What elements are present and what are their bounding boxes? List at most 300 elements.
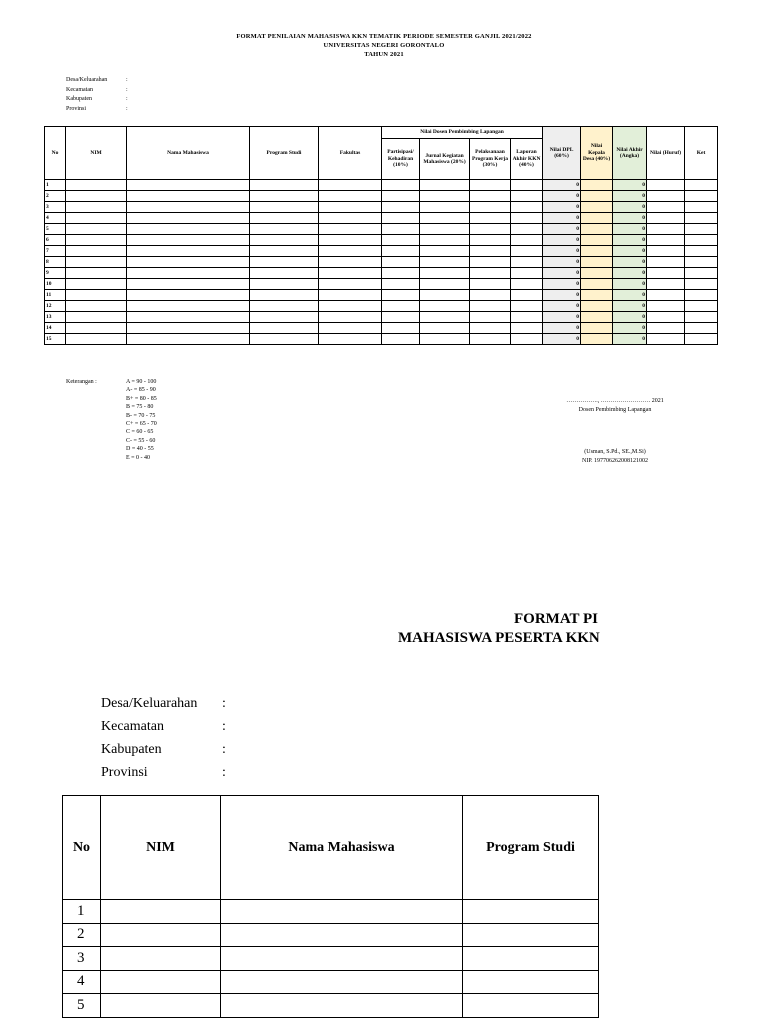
nim-cell[interactable] bbox=[66, 334, 127, 345]
table-row bbox=[45, 301, 718, 312]
location-colon: : bbox=[126, 96, 128, 102]
laporan-cell[interactable] bbox=[511, 235, 543, 246]
pelaksanaan-cell[interactable] bbox=[470, 312, 511, 323]
partisipasi-cell[interactable] bbox=[382, 235, 420, 246]
grade-legend-item: C = 60 - 65 bbox=[126, 429, 154, 436]
zoomed-table-row bbox=[63, 947, 599, 971]
location-block bbox=[66, 76, 128, 114]
grade-legend-item: B- = 70 - 75 bbox=[126, 412, 156, 419]
pelaksanaan-cell[interactable] bbox=[470, 202, 511, 213]
nilai-akhir-cell: 0 bbox=[613, 334, 647, 345]
table-row bbox=[45, 334, 718, 345]
zoomed-nim-cell[interactable] bbox=[101, 900, 221, 924]
grade-legend-item: B = 75 - 80 bbox=[126, 404, 154, 411]
nilai-kades-cell[interactable] bbox=[581, 279, 613, 290]
document-header bbox=[0, 32, 768, 59]
partisipasi-cell[interactable] bbox=[382, 202, 420, 213]
nilai-kades-cell[interactable] bbox=[581, 323, 613, 334]
fakultas-cell[interactable] bbox=[319, 202, 382, 213]
nim-cell[interactable] bbox=[66, 191, 127, 202]
nilai-akhir-cell: 0 bbox=[613, 235, 647, 246]
nilai-dpl-cell: 0 bbox=[543, 224, 581, 235]
zoomed-row-no-cell: 5 bbox=[63, 994, 101, 1018]
nilai-kades-cell[interactable] bbox=[581, 213, 613, 224]
zoomed-location-colon: : bbox=[222, 719, 226, 734]
partisipasi-cell[interactable] bbox=[382, 301, 420, 312]
prodi-cell[interactable] bbox=[250, 213, 319, 224]
ket-cell[interactable] bbox=[685, 235, 718, 246]
nilai-kades-cell[interactable] bbox=[581, 312, 613, 323]
jurnal-cell[interactable] bbox=[420, 334, 470, 345]
zoomed-grading-table bbox=[62, 795, 599, 1018]
fakultas-cell[interactable] bbox=[319, 279, 382, 290]
zoomed-title-line1: FORMAT PI bbox=[514, 611, 599, 627]
zoomed-prodi-cell[interactable] bbox=[463, 923, 599, 947]
pelaksanaan-cell[interactable] bbox=[470, 334, 511, 345]
nilai-dpl-cell: 0 bbox=[543, 301, 581, 312]
location-colon: : bbox=[126, 86, 128, 93]
nilai-dpl-cell: 0 bbox=[543, 334, 581, 345]
zoomed-nim-cell[interactable] bbox=[101, 994, 221, 1018]
prodi-cell[interactable] bbox=[250, 257, 319, 268]
table-row bbox=[45, 323, 718, 334]
nama-cell[interactable] bbox=[127, 290, 250, 301]
prodi-cell[interactable] bbox=[250, 235, 319, 246]
nilai-akhir-cell: 0 bbox=[613, 202, 647, 213]
partisipasi-cell[interactable] bbox=[382, 334, 420, 345]
zoomed-nim-cell[interactable] bbox=[101, 947, 221, 971]
partisipasi-cell[interactable] bbox=[382, 180, 420, 191]
col-header-ket: Ket bbox=[685, 127, 718, 180]
zoomed-table-row bbox=[63, 970, 599, 994]
zoomed-location-colon: : bbox=[222, 765, 226, 780]
laporan-cell[interactable] bbox=[511, 301, 543, 312]
zoomed-col-header-no: No bbox=[63, 796, 101, 900]
nilai-kades-cell[interactable] bbox=[581, 290, 613, 301]
nim-cell[interactable] bbox=[66, 224, 127, 235]
location-label: Provinsi bbox=[66, 105, 87, 112]
nilai-huruf-cell[interactable] bbox=[647, 334, 685, 345]
row-no-cell: 8 bbox=[45, 257, 66, 268]
grade-legend-item: B+ = 80 - 85 bbox=[126, 395, 157, 402]
grade-legend-list bbox=[126, 378, 206, 462]
col-header-nim: NIM bbox=[66, 127, 127, 180]
table-row bbox=[45, 312, 718, 323]
nilai-huruf-cell[interactable] bbox=[647, 279, 685, 290]
nilai-akhir-cell: 0 bbox=[613, 180, 647, 191]
partisipasi-cell[interactable] bbox=[382, 191, 420, 202]
laporan-cell[interactable] bbox=[511, 202, 543, 213]
row-no-cell: 1 bbox=[45, 180, 66, 191]
zoomed-nama-cell[interactable] bbox=[221, 947, 463, 971]
nim-cell[interactable] bbox=[66, 257, 127, 268]
nim-cell[interactable] bbox=[66, 301, 127, 312]
fakultas-cell[interactable] bbox=[319, 334, 382, 345]
row-no-cell: 12 bbox=[45, 301, 66, 312]
fakultas-cell[interactable] bbox=[319, 301, 382, 312]
pelaksanaan-cell[interactable] bbox=[470, 257, 511, 268]
fakultas-cell[interactable] bbox=[319, 246, 382, 257]
ket-cell[interactable] bbox=[685, 334, 718, 345]
partisipasi-cell[interactable] bbox=[382, 246, 420, 257]
fakultas-cell[interactable] bbox=[319, 290, 382, 301]
nilai-kades-cell[interactable] bbox=[581, 268, 613, 279]
grade-legend-item: C+ = 65 - 70 bbox=[126, 421, 157, 428]
zoomed-nim-cell[interactable] bbox=[101, 970, 221, 994]
nilai-huruf-cell[interactable] bbox=[647, 213, 685, 224]
nim-cell[interactable] bbox=[66, 213, 127, 224]
col-header-no: No bbox=[45, 127, 66, 180]
nilai-kades-cell[interactable] bbox=[581, 180, 613, 191]
nilai-huruf-cell[interactable] bbox=[647, 268, 685, 279]
nilai-dpl-cell: 0 bbox=[543, 323, 581, 334]
jurnal-cell[interactable] bbox=[420, 235, 470, 246]
nama-cell[interactable] bbox=[127, 279, 250, 290]
ket-cell[interactable] bbox=[685, 191, 718, 202]
ket-cell[interactable] bbox=[685, 257, 718, 268]
nilai-dpl-cell: 0 bbox=[543, 268, 581, 279]
zoomed-prodi-cell[interactable] bbox=[463, 970, 599, 994]
nilai-kades-cell[interactable] bbox=[581, 334, 613, 345]
nim-cell[interactable] bbox=[66, 180, 127, 191]
nilai-kades-cell[interactable] bbox=[581, 202, 613, 213]
pelaksanaan-cell[interactable] bbox=[470, 290, 511, 301]
laporan-cell[interactable] bbox=[511, 257, 543, 268]
nama-cell[interactable] bbox=[127, 312, 250, 323]
prodi-cell[interactable] bbox=[250, 290, 319, 301]
col-header-nilai-akhir: Nilai Akhir (Angka) bbox=[613, 127, 647, 180]
row-no-cell: 14 bbox=[45, 323, 66, 334]
laporan-cell[interactable] bbox=[511, 323, 543, 334]
table-row bbox=[45, 180, 718, 191]
table-row bbox=[45, 235, 718, 246]
nilai-huruf-cell[interactable] bbox=[647, 224, 685, 235]
zoomed-location-label: Kecamatan bbox=[101, 719, 164, 734]
prodi-cell[interactable] bbox=[250, 268, 319, 279]
ket-cell[interactable] bbox=[685, 202, 718, 213]
location-colon: : bbox=[126, 77, 128, 83]
col-header-fakultas: Fakultas bbox=[319, 127, 382, 180]
nilai-huruf-cell[interactable] bbox=[647, 290, 685, 301]
prodi-cell[interactable] bbox=[250, 279, 319, 290]
nilai-kades-cell[interactable] bbox=[581, 191, 613, 202]
nilai-huruf-cell[interactable] bbox=[647, 257, 685, 268]
jurnal-cell[interactable] bbox=[420, 301, 470, 312]
nilai-akhir-cell: 0 bbox=[613, 257, 647, 268]
nim-cell[interactable] bbox=[66, 235, 127, 246]
zoomed-nim-cell[interactable] bbox=[101, 923, 221, 947]
nilai-dpl-cell: 0 bbox=[543, 213, 581, 224]
zoomed-location-row bbox=[101, 692, 226, 715]
nama-cell[interactable] bbox=[127, 202, 250, 213]
pelaksanaan-cell[interactable] bbox=[470, 213, 511, 224]
table-row bbox=[45, 279, 718, 290]
nilai-dpl-cell: 0 bbox=[543, 235, 581, 246]
zoomed-col-header-nim: NIM bbox=[101, 796, 221, 900]
location-colon: : bbox=[126, 105, 128, 112]
pelaksanaan-cell[interactable] bbox=[470, 279, 511, 290]
nama-cell[interactable] bbox=[127, 235, 250, 246]
grading-table bbox=[44, 126, 718, 345]
nim-cell[interactable] bbox=[66, 323, 127, 334]
nama-cell[interactable] bbox=[127, 191, 250, 202]
zoomed-location-colon: : bbox=[222, 696, 226, 711]
grade-legend-item: A = 90 - 100 bbox=[126, 379, 157, 385]
nilai-dpl-cell: 0 bbox=[543, 202, 581, 213]
fakultas-cell[interactable] bbox=[319, 323, 382, 334]
pelaksanaan-cell[interactable] bbox=[470, 323, 511, 334]
zoomed-table-row bbox=[63, 994, 599, 1018]
ket-cell[interactable] bbox=[685, 312, 718, 323]
table-row bbox=[45, 191, 718, 202]
nama-cell[interactable] bbox=[127, 301, 250, 312]
jurnal-cell[interactable] bbox=[420, 213, 470, 224]
nama-cell[interactable] bbox=[127, 334, 250, 345]
col-header-nilai-kades: Nilai Kepala Desa (40%) bbox=[581, 127, 613, 180]
jurnal-cell[interactable] bbox=[420, 224, 470, 235]
header-year: TAHUN 2021 bbox=[364, 51, 404, 58]
zoomed-location-colon: : bbox=[222, 742, 226, 757]
nilai-dpl-cell: 0 bbox=[543, 180, 581, 191]
ket-cell[interactable] bbox=[685, 290, 718, 301]
row-no-cell: 7 bbox=[45, 246, 66, 257]
ket-cell[interactable] bbox=[685, 301, 718, 312]
partisipasi-cell[interactable] bbox=[382, 224, 420, 235]
laporan-cell[interactable] bbox=[511, 224, 543, 235]
nilai-kades-cell[interactable] bbox=[581, 235, 613, 246]
nim-cell[interactable] bbox=[66, 312, 127, 323]
zoomed-location-label: Desa/Keluarahan bbox=[101, 696, 198, 711]
partisipasi-cell[interactable] bbox=[382, 268, 420, 279]
nilai-huruf-cell[interactable] bbox=[647, 202, 685, 213]
zoomed-table-body bbox=[63, 900, 599, 1018]
nim-cell[interactable] bbox=[66, 279, 127, 290]
table-row bbox=[45, 246, 718, 257]
nilai-dpl-cell: 0 bbox=[543, 279, 581, 290]
location-row-desa bbox=[66, 76, 128, 86]
pelaksanaan-cell[interactable] bbox=[470, 191, 511, 202]
row-no-cell: 6 bbox=[45, 235, 66, 246]
prodi-cell[interactable] bbox=[250, 246, 319, 257]
prodi-cell[interactable] bbox=[250, 323, 319, 334]
pelaksanaan-cell[interactable] bbox=[470, 235, 511, 246]
jurnal-cell[interactable] bbox=[420, 279, 470, 290]
ket-cell[interactable] bbox=[685, 180, 718, 191]
zoomed-location-row bbox=[101, 738, 226, 761]
nilai-akhir-cell: 0 bbox=[613, 323, 647, 334]
partisipasi-cell[interactable] bbox=[382, 257, 420, 268]
nilai-huruf-cell[interactable] bbox=[647, 246, 685, 257]
header-title: FORMAT PENILAIAN MAHASISWA KKN TEMATIK PERIODE SEMESTER GANJIL 2021/2022 bbox=[236, 33, 532, 40]
nilai-kades-cell[interactable] bbox=[581, 224, 613, 235]
ket-cell[interactable] bbox=[685, 268, 718, 279]
zoomed-prodi-cell[interactable] bbox=[463, 947, 599, 971]
signature-date: ……………., ……………………. 2021 bbox=[566, 398, 664, 404]
nilai-dpl-cell: 0 bbox=[543, 257, 581, 268]
partisipasi-cell[interactable] bbox=[382, 323, 420, 334]
fakultas-cell[interactable] bbox=[319, 235, 382, 246]
laporan-cell[interactable] bbox=[511, 312, 543, 323]
nama-cell[interactable] bbox=[127, 224, 250, 235]
zoomed-nama-cell[interactable] bbox=[221, 923, 463, 947]
location-label: Kabupaten bbox=[66, 96, 92, 102]
laporan-cell[interactable] bbox=[511, 290, 543, 301]
nama-cell[interactable] bbox=[127, 257, 250, 268]
zoomed-prodi-cell[interactable] bbox=[463, 994, 599, 1018]
partisipasi-cell[interactable] bbox=[382, 312, 420, 323]
fakultas-cell[interactable] bbox=[319, 191, 382, 202]
pelaksanaan-cell[interactable] bbox=[470, 180, 511, 191]
laporan-cell[interactable] bbox=[511, 268, 543, 279]
zoomed-row-no-cell: 3 bbox=[63, 947, 101, 971]
zoomed-title-line2: MAHASISWA PESERTA KKN bbox=[398, 630, 600, 646]
laporan-cell[interactable] bbox=[511, 334, 543, 345]
zoomed-row-no-cell: 2 bbox=[63, 923, 101, 947]
jurnal-cell[interactable] bbox=[420, 268, 470, 279]
fakultas-cell[interactable] bbox=[319, 312, 382, 323]
nilai-huruf-cell[interactable] bbox=[647, 235, 685, 246]
jurnal-cell[interactable] bbox=[420, 246, 470, 257]
nilai-akhir-cell: 0 bbox=[613, 312, 647, 323]
table-row bbox=[45, 202, 718, 213]
pelaksanaan-cell[interactable] bbox=[470, 224, 511, 235]
prodi-cell[interactable] bbox=[250, 202, 319, 213]
zoomed-prodi-cell[interactable] bbox=[463, 900, 599, 924]
nilai-akhir-cell: 0 bbox=[613, 279, 647, 290]
zoomed-nama-cell[interactable] bbox=[221, 900, 463, 924]
table-row bbox=[45, 213, 718, 224]
prodi-cell[interactable] bbox=[250, 191, 319, 202]
location-row-kecamatan bbox=[66, 86, 128, 96]
prodi-cell[interactable] bbox=[250, 224, 319, 235]
nilai-dpl-cell: 0 bbox=[543, 312, 581, 323]
header-university: UNIVERSITAS NEGERI GORONTALO bbox=[323, 42, 445, 49]
nilai-kades-cell[interactable] bbox=[581, 246, 613, 257]
fakultas-cell[interactable] bbox=[319, 213, 382, 224]
prodi-cell[interactable] bbox=[250, 334, 319, 345]
table-row bbox=[45, 290, 718, 301]
table-row bbox=[45, 224, 718, 235]
laporan-cell[interactable] bbox=[511, 213, 543, 224]
pelaksanaan-cell[interactable] bbox=[470, 268, 511, 279]
partisipasi-cell[interactable] bbox=[382, 213, 420, 224]
grade-legend-item: D = 40 - 55 bbox=[126, 446, 154, 453]
row-no-cell: 2 bbox=[45, 191, 66, 202]
nilai-huruf-cell[interactable] bbox=[647, 312, 685, 323]
ket-cell[interactable] bbox=[685, 224, 718, 235]
col-header-group-dpl: Nilai Dosen Pembimbing Lapangan bbox=[382, 127, 543, 139]
grade-legend-item: E = 0 - 40 bbox=[126, 454, 151, 461]
nama-cell[interactable] bbox=[127, 213, 250, 224]
nim-cell[interactable] bbox=[66, 290, 127, 301]
ket-cell[interactable] bbox=[685, 213, 718, 224]
nilai-huruf-cell[interactable] bbox=[647, 301, 685, 312]
location-label: Kecamatan bbox=[66, 86, 93, 93]
location-row-kabupaten bbox=[66, 95, 128, 105]
prodi-cell[interactable] bbox=[250, 312, 319, 323]
jurnal-cell[interactable] bbox=[420, 257, 470, 268]
col-header-laporan: Laporan Akhir KKN (40%) bbox=[511, 139, 543, 180]
jurnal-cell[interactable] bbox=[420, 180, 470, 191]
col-header-nilai-dpl: Nilai DPL (60%) bbox=[543, 127, 581, 180]
zoomed-table-row bbox=[63, 900, 599, 924]
nilai-huruf-cell[interactable] bbox=[647, 180, 685, 191]
nilai-huruf-cell[interactable] bbox=[647, 323, 685, 334]
nilai-huruf-cell[interactable] bbox=[647, 191, 685, 202]
ket-cell[interactable] bbox=[685, 323, 718, 334]
prodi-cell[interactable] bbox=[250, 301, 319, 312]
ket-cell[interactable] bbox=[685, 279, 718, 290]
prodi-cell[interactable] bbox=[250, 180, 319, 191]
location-label: Desa/Keluarahan bbox=[66, 77, 108, 83]
jurnal-cell[interactable] bbox=[420, 323, 470, 334]
nama-cell[interactable] bbox=[127, 246, 250, 257]
zoomed-col-header-nama: Nama Mahasiswa bbox=[221, 796, 463, 900]
table-row bbox=[45, 257, 718, 268]
zoomed-location-label: Provinsi bbox=[101, 765, 148, 780]
grade-legend-label: Keterangan : bbox=[66, 379, 97, 385]
fakultas-cell[interactable] bbox=[319, 180, 382, 191]
col-header-prodi: Program Studi bbox=[250, 127, 319, 180]
row-no-cell: 11 bbox=[45, 290, 66, 301]
nilai-akhir-cell: 0 bbox=[613, 268, 647, 279]
nim-cell[interactable] bbox=[66, 246, 127, 257]
row-no-cell: 15 bbox=[45, 334, 66, 345]
fakultas-cell[interactable] bbox=[319, 257, 382, 268]
nilai-akhir-cell: 0 bbox=[613, 301, 647, 312]
partisipasi-cell[interactable] bbox=[382, 279, 420, 290]
nilai-kades-cell[interactable] bbox=[581, 301, 613, 312]
nama-cell[interactable] bbox=[127, 268, 250, 279]
zoomed-nama-cell[interactable] bbox=[221, 970, 463, 994]
nama-cell[interactable] bbox=[127, 180, 250, 191]
jurnal-cell[interactable] bbox=[420, 312, 470, 323]
jurnal-cell[interactable] bbox=[420, 191, 470, 202]
row-no-cell: 5 bbox=[45, 224, 66, 235]
col-header-nama: Nama Mahasiswa bbox=[127, 127, 250, 180]
nim-cell[interactable] bbox=[66, 202, 127, 213]
nilai-akhir-cell: 0 bbox=[613, 191, 647, 202]
nilai-kades-cell[interactable] bbox=[581, 257, 613, 268]
nilai-akhir-cell: 0 bbox=[613, 290, 647, 301]
nim-cell[interactable] bbox=[66, 268, 127, 279]
laporan-cell[interactable] bbox=[511, 180, 543, 191]
jurnal-cell[interactable] bbox=[420, 202, 470, 213]
col-header-pelaksanaan: Pelaksanaan Program Kerja (30%) bbox=[470, 139, 511, 180]
partisipasi-cell[interactable] bbox=[382, 290, 420, 301]
jurnal-cell[interactable] bbox=[420, 290, 470, 301]
ket-cell[interactable] bbox=[685, 246, 718, 257]
grading-table-body bbox=[45, 180, 718, 345]
fakultas-cell[interactable] bbox=[319, 224, 382, 235]
pelaksanaan-cell[interactable] bbox=[470, 246, 511, 257]
row-no-cell: 9 bbox=[45, 268, 66, 279]
nilai-akhir-cell: 0 bbox=[613, 213, 647, 224]
pelaksanaan-cell[interactable] bbox=[470, 301, 511, 312]
row-no-cell: 10 bbox=[45, 279, 66, 290]
laporan-cell[interactable] bbox=[511, 246, 543, 257]
table-row bbox=[45, 268, 718, 279]
zoomed-nama-cell[interactable] bbox=[221, 994, 463, 1018]
laporan-cell[interactable] bbox=[511, 279, 543, 290]
laporan-cell[interactable] bbox=[511, 191, 543, 202]
fakultas-cell[interactable] bbox=[319, 268, 382, 279]
nilai-dpl-cell: 0 bbox=[543, 191, 581, 202]
zoomed-location-block bbox=[101, 692, 226, 784]
zoomed-location-row bbox=[101, 715, 226, 738]
col-header-nilai-huruf: Nilai (Huruf) bbox=[647, 127, 685, 180]
nama-cell[interactable] bbox=[127, 323, 250, 334]
